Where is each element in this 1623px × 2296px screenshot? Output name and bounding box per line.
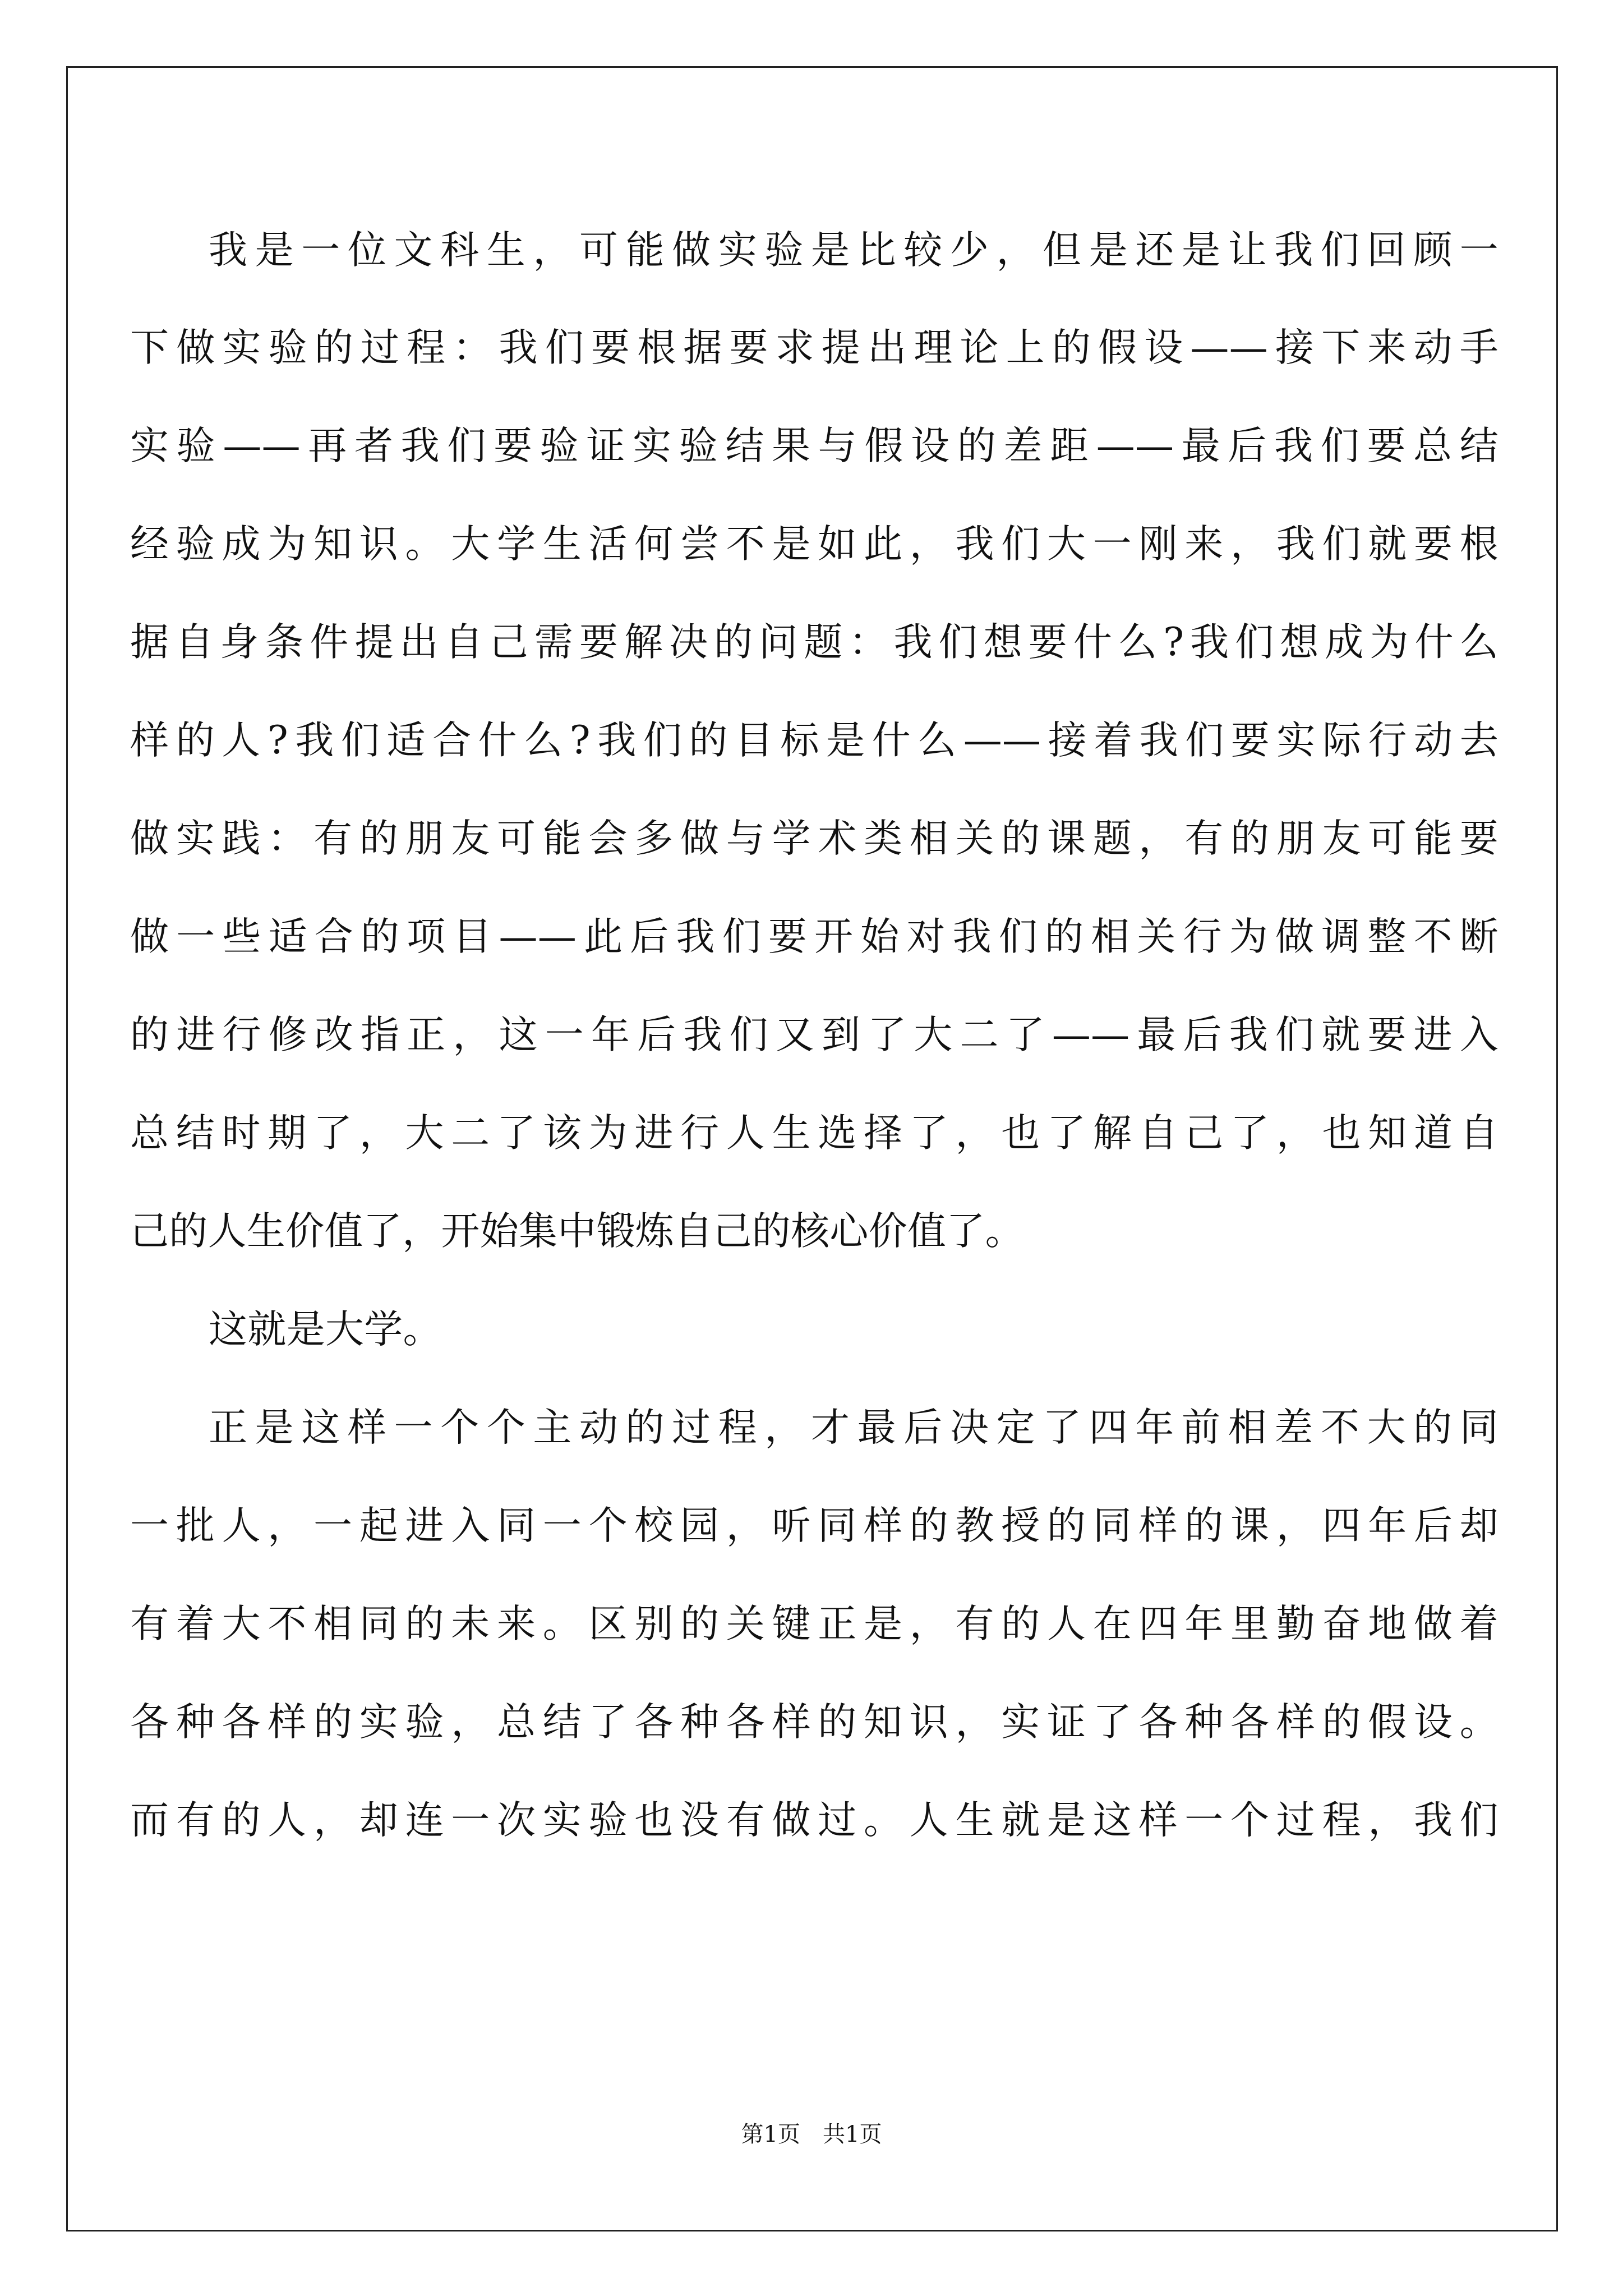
paragraph-line: 我是一位文科生，可能做实验是比较少，但是还是让我们回顾一 xyxy=(209,228,1498,273)
paragraph-line: 做实践：有的朋友可能会多做与学术类相关的课题，有的朋友可能要 xyxy=(130,816,1498,861)
paragraph-line: 这就是大学。 xyxy=(209,1307,442,1352)
paragraph-line: 一批人，一起进入同一个校园，听同样的教授的同样的课，四年后却 xyxy=(130,1503,1498,1548)
paragraph-line: 经验成为知识。大学生活何尝不是如此，我们大一刚来，我们就要根 xyxy=(130,522,1498,567)
page-number-footer: 第1页 共1页 xyxy=(741,2122,882,2147)
paragraph-line: 的进行修改指正，这一年后我们又到了大二了——最后我们就要进入 xyxy=(130,1013,1498,1057)
paragraph-line: 据自身条件提出自己需要解决的问题：我们想要什么?我们想成为什么 xyxy=(130,620,1498,665)
paragraph-line: 实验——再者我们要验证实验结果与假设的差距——最后我们要总结 xyxy=(130,424,1498,468)
paragraph-line: 总结时期了，大二了该为进行人生选择了，也了解自己了，也知道自 xyxy=(130,1111,1498,1156)
paragraph-line: 各种各样的实验，总结了各种各样的知识，实证了各种各样的假设。 xyxy=(130,1700,1498,1745)
paragraph-line: 有着大不相同的未来。区别的关键正是，有的人在四年里勤奋地做着 xyxy=(130,1602,1498,1646)
paragraph-line: 正是这样一个个主动的过程，才最后决定了四年前相差不大的同 xyxy=(209,1405,1498,1450)
paragraph-line: 而有的人，却连一次实验也没有做过。人生就是这样一个过程，我们 xyxy=(130,1798,1498,1843)
paragraph-line: 做一些适合的项目——此后我们要开始对我们的相关行为做调整不断 xyxy=(130,914,1498,959)
paragraph-line: 样的人?我们适合什么?我们的目标是什么——接着我们要实际行动去 xyxy=(130,718,1498,763)
paragraph-line: 下做实验的过程：我们要根据要求提出理论上的假设——接下来动手 xyxy=(130,325,1498,370)
paragraph-line: 己的人生价值了，开始集中锻炼自己的核心价值了。 xyxy=(130,1209,1024,1254)
